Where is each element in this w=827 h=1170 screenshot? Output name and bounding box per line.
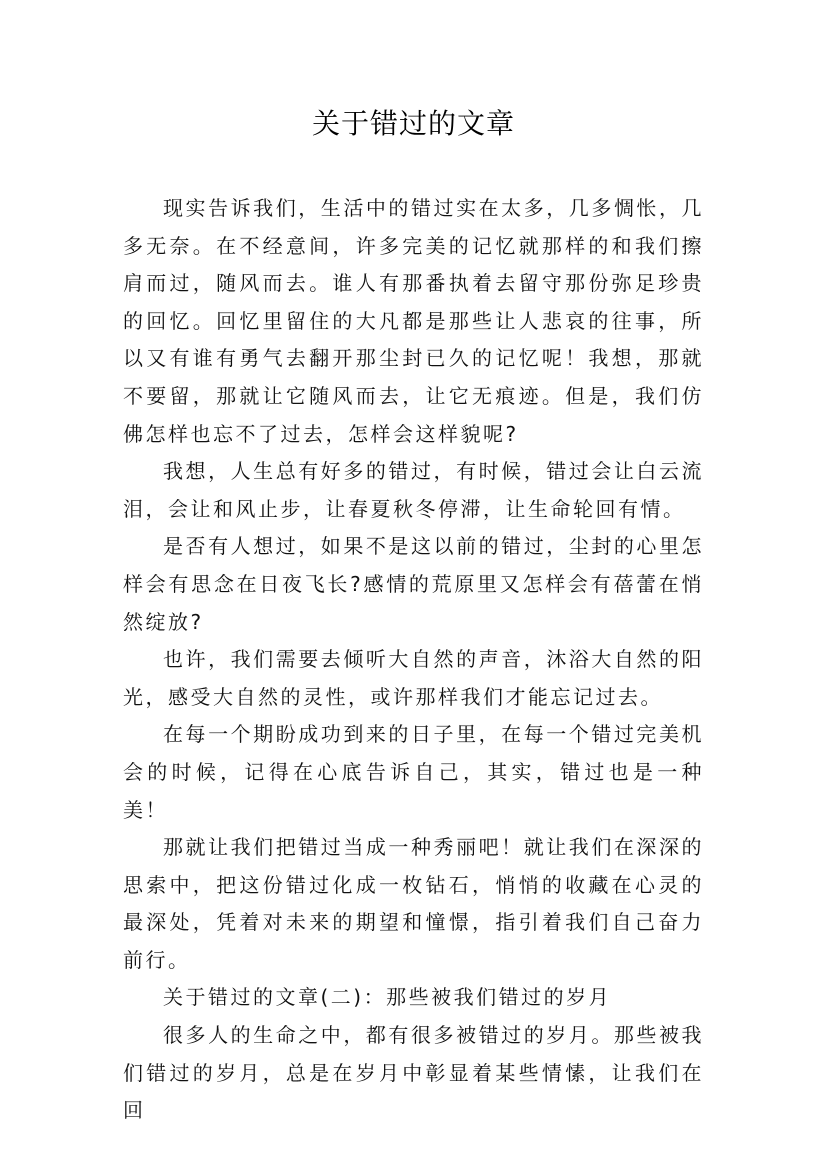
paragraph: 我想，人生总有好多的错过，有时候，错过会让白云流泪，会让和风止步，让春夏秋冬停滞，让生命轮回有情。 xyxy=(123,459,704,521)
paragraph: 也许，我们需要去倾听大自然的声音，沐浴大自然的阳光，感受大自然的灵性，或许那样我们才能忘记过去。 xyxy=(123,647,704,709)
document-title: 关于错过的文章 xyxy=(311,107,515,140)
paragraph: 很多人的生命之中，都有很多被错过的岁月。那些被我们错过的岁月，总是在岁月中彰显着某些情愫，让我们在回 xyxy=(123,1023,704,1123)
paragraph: 在每一个期盼成功到来的日子里，在每一个错过完美机会的时候，记得在心底告诉自己，其实，错过也是一种美！ xyxy=(123,722,704,822)
paragraph: 现实告诉我们，生活中的错过实在太多，几多惆怅，几多无奈。在不经意间，许多完美的记忆就那样的和我们擦肩而过，随风而去。谁人有那番执着去留守那份弥足珍贵的回忆。回忆里留住的大凡都是那些让人悲哀的往事，所以又有谁有勇气去翻开那尘封已久的记忆呢！我想，那就不要留，那就让它随风而去，让它无痕迹。但是，我们仿佛怎样也忘不了过去，怎样会这样貌呢? xyxy=(123,196,704,446)
paragraph: 那就让我们把错过当成一种秀丽吧！就让我们在深深的思索中，把这份错过化成一枚钻石，悄悄的收藏在心灵的最深处，凭着对未来的期望和憧憬，指引着我们自己奋力前行。 xyxy=(123,835,704,972)
section-heading: 关于错过的文章(二)：那些被我们错过的岁月 xyxy=(163,985,612,1010)
document-body xyxy=(123,190,704,1130)
paragraph: 是否有人想过，如果不是这以前的错过，尘封的心里怎样会有思念在日夜飞长?感情的荒原里又怎样会有蓓蕾在悄然绽放? xyxy=(123,534,704,634)
